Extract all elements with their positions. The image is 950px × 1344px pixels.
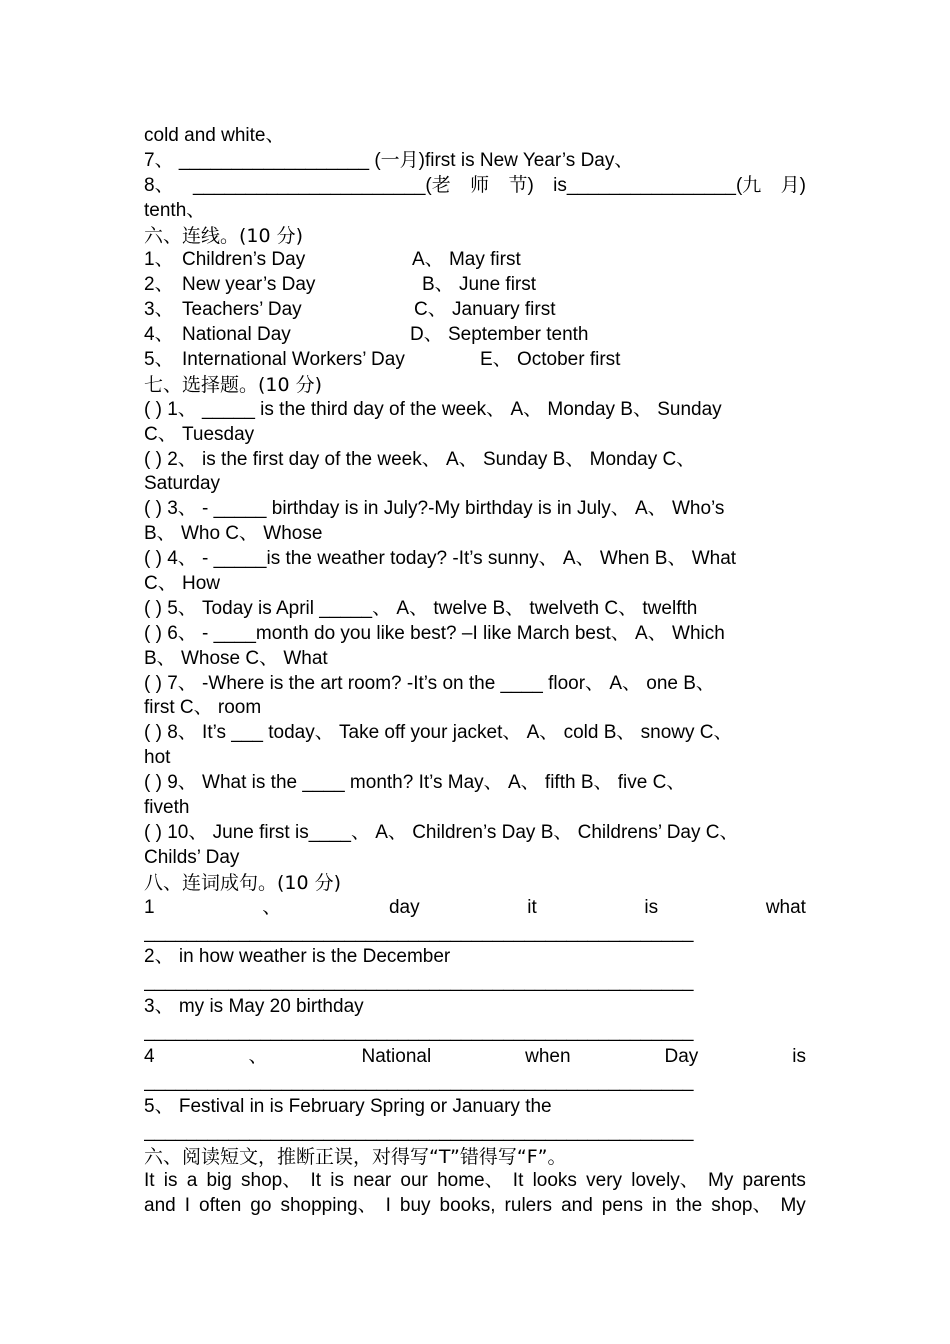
word: pens	[601, 1195, 643, 1217]
match-row	[144, 248, 806, 273]
choice-line: ( ) 4、 - _____is the weather today? -It’s sunny、 A、 When B、 What	[144, 548, 737, 570]
word: buy	[399, 1195, 431, 1217]
word: 师	[470, 174, 490, 196]
word: It	[144, 1170, 155, 1192]
word: it	[527, 896, 537, 918]
match-left: New year’s Day	[182, 274, 316, 296]
sentence-question-5: 5、 Festival in is February Spring or January the	[144, 1095, 552, 1117]
choice-line: ( ) 2、 is the first day of the week、 A、 Sunday B、 Monday C、	[144, 448, 696, 470]
word: It	[512, 1170, 524, 1192]
match-section-title: 六、连线。(10 分)	[144, 224, 304, 247]
choice-line: ( ) 5、 Today is April _____、 A、 twelve B、 twelveth C、 twelfth	[144, 597, 698, 619]
word: National	[361, 1045, 432, 1067]
choice-line: ( ) 10、 June first is____、 A、 Children’s Day B、 Childrens’ Day C、	[144, 821, 739, 843]
answer-line[interactable]: ____________________________________________________	[144, 921, 694, 943]
word: 、	[262, 896, 282, 918]
choice-line: ( ) 6、 - ____month do you like best? –I like March best、 A、 Which	[144, 622, 725, 644]
word: shop、	[241, 1170, 302, 1192]
choice-line: fiveth	[144, 797, 190, 819]
choice-section-title: 七、选择题。(10 分)	[144, 373, 323, 396]
word: is	[792, 1045, 806, 1067]
worksheet-page	[144, 124, 806, 1219]
word: and	[561, 1195, 593, 1217]
word: looks	[532, 1170, 577, 1192]
match-num: 2、	[144, 274, 174, 296]
word: 1	[144, 896, 155, 918]
word: go	[250, 1195, 272, 1217]
word: 月)	[780, 174, 806, 196]
word: 4	[144, 1045, 155, 1067]
reading-line-1	[144, 1169, 806, 1194]
fill-line-tail: cold and white、	[144, 125, 285, 146]
choice-line: C、 How	[144, 573, 221, 595]
word: I	[184, 1195, 190, 1217]
word: often	[199, 1195, 242, 1217]
word: 8、	[144, 174, 174, 196]
word: books,	[439, 1195, 496, 1217]
match-left: Teachers’ Day	[182, 299, 302, 321]
answer-line[interactable]: ____________________________________________________	[144, 971, 694, 993]
sentence-section-title: 八、连词成句。(10 分)	[144, 871, 342, 894]
sentence-question-2: 2、 in how weather is the December	[144, 946, 451, 968]
word: is	[330, 1170, 344, 1192]
match-right: A、 May first	[412, 249, 521, 271]
word: a	[186, 1170, 198, 1192]
word: and	[144, 1195, 176, 1217]
word: in	[652, 1195, 667, 1217]
reading-line-2	[144, 1194, 806, 1219]
match-num: 3、	[144, 299, 174, 321]
word: parents	[742, 1170, 806, 1192]
match-right: D、 September tenth	[410, 324, 589, 346]
word: lovely、	[631, 1170, 699, 1192]
word: near	[353, 1170, 392, 1192]
choice-line: B、 Who C、 Whose	[144, 523, 323, 545]
match-row	[144, 273, 806, 298]
word: My	[708, 1170, 734, 1192]
choice-line: ( ) 9、 What is the ____ month? It’s May、 A、 fifth B、 five C、	[144, 772, 686, 794]
choice-line: ( ) 7、 -Where is the art room? -It’s on the ____ floor、 A、 one B、	[144, 672, 715, 694]
match-left: National Day	[182, 324, 291, 346]
answer-line[interactable]: ____________________________________________________	[144, 1070, 694, 1092]
match-left: International Workers’ Day	[182, 349, 405, 371]
sentence-question-3: 3、 my is May 20 birthday	[144, 996, 364, 1018]
word: what	[765, 896, 806, 918]
word: shopping、	[280, 1195, 377, 1217]
sentence-question-4	[144, 1045, 806, 1070]
match-num: 4、	[144, 324, 174, 346]
choice-line: ( ) 1、 _____ is the third day of the week、 A、 Monday B、 Sunday	[144, 398, 722, 420]
match-left: Children’s Day	[182, 249, 306, 271]
word: is	[163, 1170, 178, 1192]
answer-line[interactable]: ____________________________________________________	[144, 1120, 694, 1142]
word: home、	[437, 1170, 504, 1192]
match-right: E、 October first	[480, 349, 621, 371]
word: is________________(九	[553, 174, 762, 196]
choice-line: B、 Whose C、 What	[144, 647, 328, 669]
sentence-question-1	[144, 896, 806, 921]
word: day	[388, 896, 420, 918]
fill-question-8	[144, 174, 806, 199]
reading-section-title: 六、阅读短文，推断正误，对得写“T”错得写“F”。	[144, 1145, 567, 1168]
match-right: B、 June first	[422, 274, 537, 296]
choice-line: ( ) 8、 It’s ___ today、 Take off your jacket、 A、 cold B、 snowy C、	[144, 722, 733, 744]
match-num: 5、	[144, 349, 174, 371]
word: I	[385, 1195, 391, 1217]
word: ______________________(老	[192, 174, 451, 196]
match-row	[144, 298, 806, 323]
choice-line: Saturday	[144, 473, 221, 495]
word: big	[206, 1170, 232, 1192]
choice-line: C、 Tuesday	[144, 423, 255, 445]
word: our	[400, 1170, 428, 1192]
word: when	[525, 1045, 571, 1067]
word: the	[675, 1195, 703, 1217]
word: My	[780, 1195, 806, 1217]
word: It	[310, 1170, 322, 1192]
choice-line: hot	[144, 747, 171, 769]
choice-line: ( ) 3、 - _____ birthday is in July?-My birthday is in July、 A、 Who’s	[144, 498, 725, 520]
choice-line: first C、 room	[144, 697, 262, 719]
fill-line-tenth: tenth、	[144, 199, 206, 221]
match-num: 1、	[144, 249, 174, 271]
word: Day	[664, 1045, 699, 1067]
word: rulers	[504, 1195, 553, 1217]
word: 、	[248, 1045, 268, 1067]
choice-line: Childs’ Day	[144, 846, 240, 868]
answer-line[interactable]: ____________________________________________________	[144, 1021, 694, 1043]
word: 节)	[508, 174, 534, 196]
word: very	[586, 1170, 623, 1192]
word: shop、	[711, 1195, 772, 1217]
match-row	[144, 323, 806, 348]
fill-question-7: 7、 __________________ (一月)first is New Year’s Day、	[144, 149, 634, 171]
word: is	[644, 896, 659, 918]
match-right: C、 January first	[414, 299, 556, 321]
match-row	[144, 348, 806, 373]
